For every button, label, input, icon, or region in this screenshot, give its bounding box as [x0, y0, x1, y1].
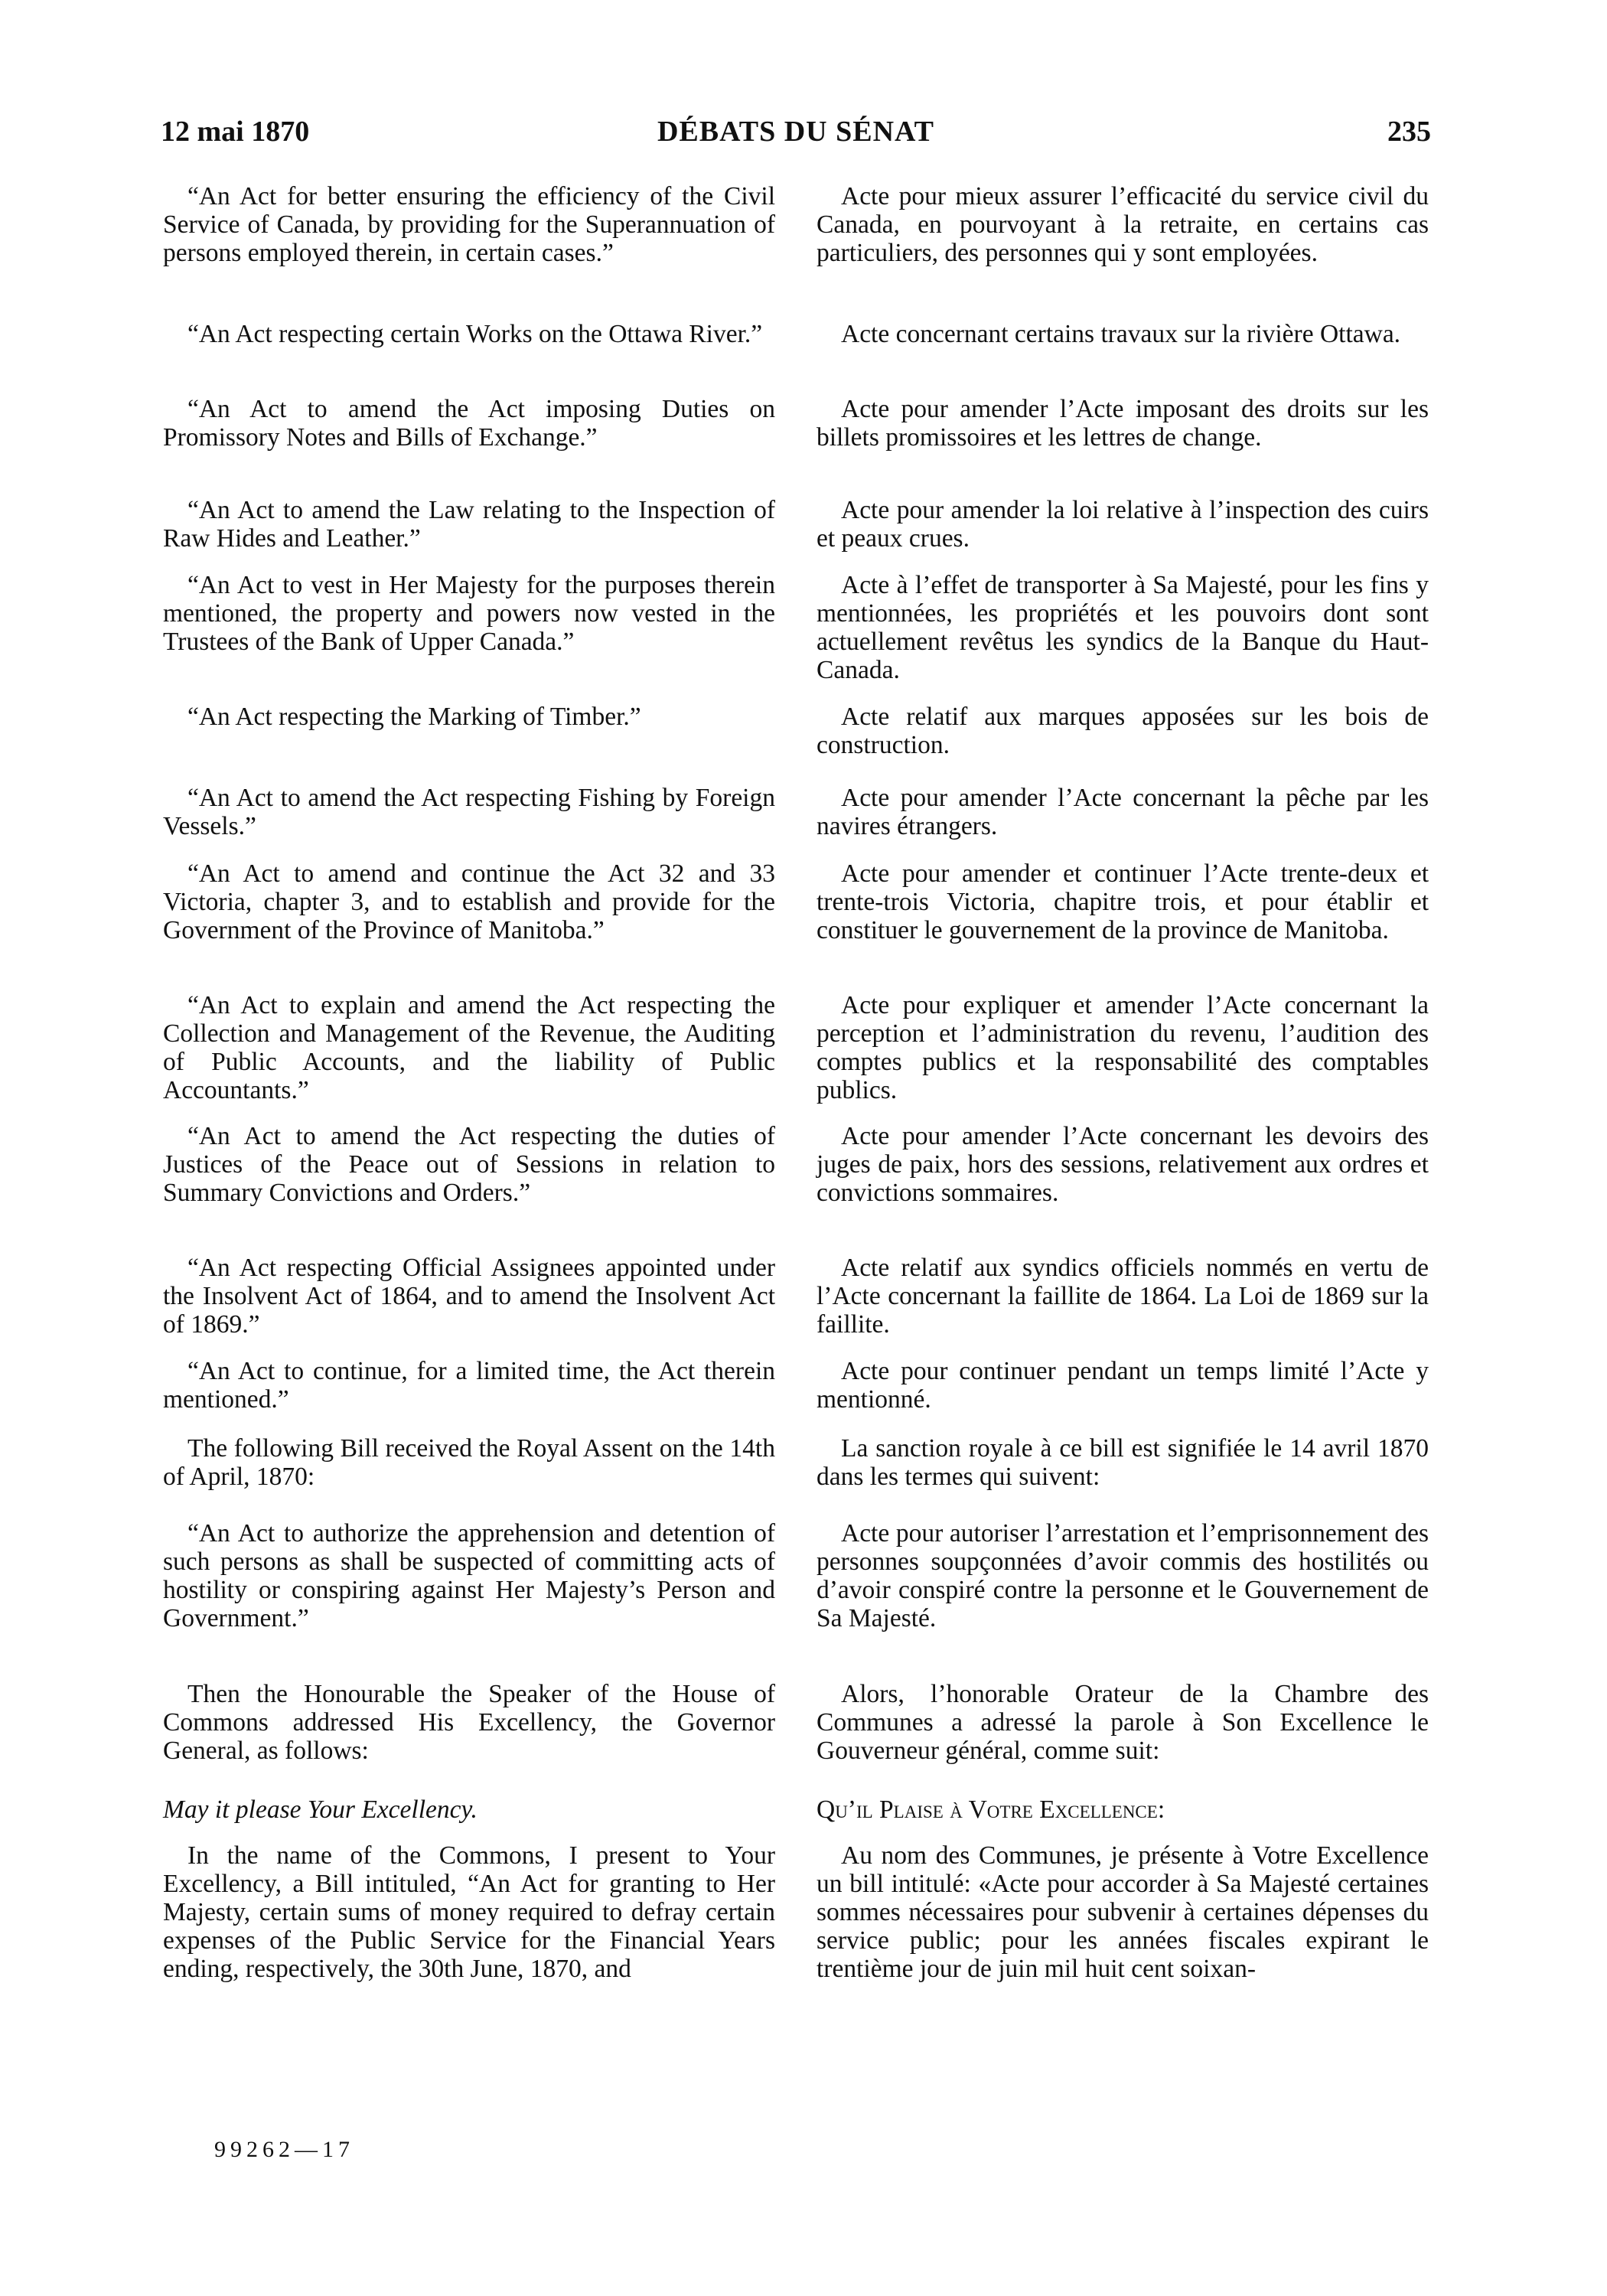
paragraph: Acte pour amender la loi relative à l’inspection des cuirs et peaux crues.	[817, 496, 1429, 553]
paragraph: “An Act to explain and amend the Act respecting the Collection and Management of the Revenue, the Auditing of Public Accounts, and the liability of Public Accountants.”	[163, 991, 775, 1104]
paragraph: Acte pour continuer pendant un temps limité l’Acte y mentionné.	[817, 1357, 1429, 1414]
paragraph: “An Act to amend the Act imposing Duties on Promissory Notes and Bills of Exchange.”	[163, 395, 775, 452]
paragraph: “An Act to continue, for a limited time, the Act therein mentioned.”	[163, 1357, 775, 1414]
paragraph: Acte concernant certains travaux sur la rivière Ottawa.	[841, 320, 1401, 348]
paragraph: “An Act to authorize the apprehension and detention of such persons as shall be suspected of committing acts of hostility or conspiring against Her Majesty’s Person and Government.”	[163, 1519, 775, 1632]
paragraph: “An Act to amend and continue the Act 32 and 33 Victoria, chapter 3, and to establish and provide for the Government of the Province of Manitoba.”	[163, 859, 775, 944]
paragraph: Acte à l’effet de transporter à Sa Majesté, pour les fins y mentionnées, les propriétés et les pouvoirs dont sont actuellement revêtus les syndics de la Banque du Haut-Canada.	[817, 571, 1429, 684]
paragraph: Acte pour expliquer et amender l’Acte concernant la perception et l’administration du revenu, l’audition des comptes publics et la responsabilité des comptables publics.	[817, 991, 1429, 1104]
page-number: 235	[1387, 116, 1431, 148]
paragraph: Acte pour amender l’Acte concernant les devoirs des juges de paix, hors des sessions, relativement aux ordres et convictions sommaires.	[817, 1122, 1429, 1207]
paragraph: “An Act respecting certain Works on the Ottawa River.”	[187, 320, 763, 348]
paragraph: Acte pour autoriser l’arrestation et l’emprisonnement des personnes soupçonnées d’avoir commis des hostilités ou d’avoir conspiré contre la personne et le Gouvernement de Sa Majesté.	[817, 1519, 1429, 1632]
paragraph: Alors, l’honorable Orateur de la Chambre des Communes a adressé la parole à Son Excellence le Gouverneur général, comme suit:	[817, 1680, 1429, 1765]
header-date: 12 mai 1870	[161, 116, 310, 148]
paragraph: “An Act to amend the Law relating to the Inspection of Raw Hides and Leather.”	[163, 496, 775, 553]
paragraph: Acte relatif aux marques apposées sur les bois de construction.	[817, 703, 1429, 759]
paragraph: Acte pour amender l’Acte imposant des droits sur les billets promissoires et les lettres de change.	[817, 395, 1429, 452]
paragraph: Acte pour mieux assurer l’efficacité du service civil du Canada, en pourvoyant à la retraite, en certains cas particuliers, des personnes qui y sont employées.	[817, 182, 1429, 267]
paragraph: “An Act to amend the Act respecting the duties of Justices of the Peace out of Sessions in relation to Summary Convictions and Orders.”	[163, 1122, 775, 1207]
paragraph: “An Act to amend the Act respecting Fishing by Foreign Vessels.”	[163, 784, 775, 840]
paragraph: “An Act respecting Official Assignees appointed under the Insolvent Act of 1864, and to amend the Insolvent Act of 1869.”	[163, 1254, 775, 1339]
page-header	[161, 115, 1431, 161]
paragraph: “An Act respecting the Marking of Timber.”	[187, 703, 641, 731]
paragraph: In the name of the Commons, I present to Your Excellency, a Bill intituled, “An Act for granting to Her Majesty, certain sums of money required to defray certain expenses of the Public Service for the Financial Years ending, respectively, the 30th June, 1870, and	[163, 1841, 775, 1983]
paragraph: The following Bill received the Royal Assent on the 14th of April, 1870:	[163, 1434, 775, 1491]
paragraph: La sanction royale à ce bill est signifiée le 14 avril 1870 dans les termes qui suivent:	[817, 1434, 1429, 1491]
paragraph: Acte relatif aux syndics officiels nommés en vertu de l’Acte concernant la faillite de 1864. La Loi de 1869 sur la faillite.	[817, 1254, 1429, 1339]
paragraph: Acte pour amender et continuer l’Acte trente-deux et trente-trois Victoria, chapitre trois, et pour établir et constituer le gouvernement de la province de Manitoba.	[817, 859, 1429, 944]
paragraph: “An Act for better ensuring the efficiency of the Civil Service of Canada, by providing for the Superannuation of persons employed therein, in certain cases.”	[163, 182, 775, 267]
paragraph: Acte pour amender l’Acte concernant la pêche par les navires étrangers.	[817, 784, 1429, 840]
paragraph: Then the Honourable the Speaker of the House of Commons addressed His Excellency, the Governor General, as follows:	[163, 1680, 775, 1765]
address-heading: Qu’il Plaise à Votre Excellence:	[817, 1795, 1165, 1824]
paragraph: “An Act to vest in Her Majesty for the purposes therein mentioned, the property and powers now vested in the Trustees of the Bank of Upper Canada.”	[163, 571, 775, 656]
header-title: DÉBATS DU SÉNAT	[657, 116, 934, 148]
paragraph: Au nom des Communes, je présente à Votre Excellence un bill intitulé: «Acte pour accorder à Sa Majesté certaines sommes nécessaires pour subvenir à certaines dépenses du service public; pour les années fiscales expirant le trentième jour de juin mil huit cent soixan-	[817, 1841, 1429, 1983]
address-heading: May it please Your Excellency.	[163, 1795, 478, 1824]
signature-code: 99262—17	[214, 2137, 354, 2162]
